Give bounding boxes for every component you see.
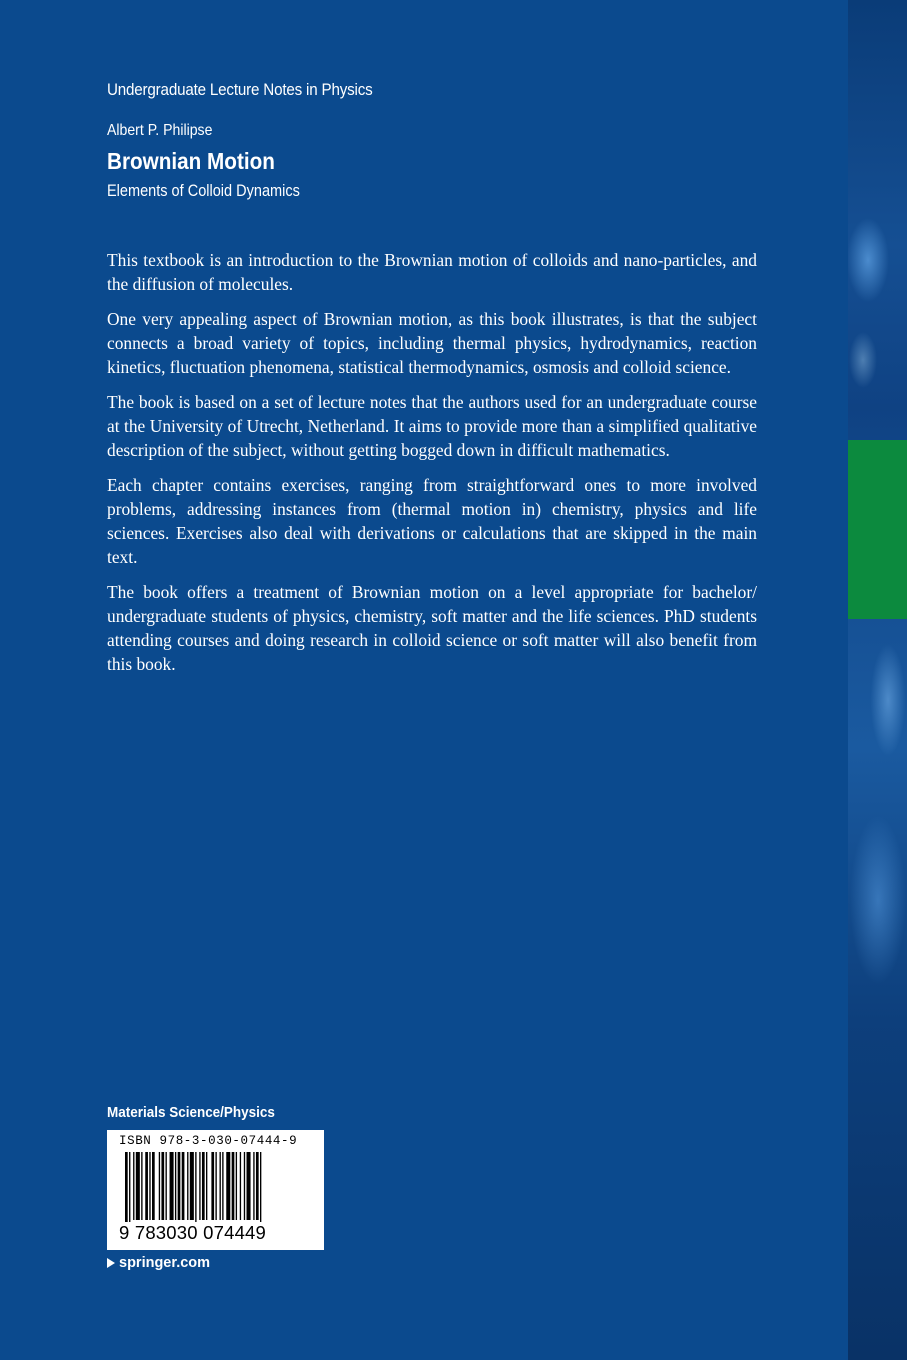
barcode-bar <box>247 1152 251 1220</box>
barcode-bars <box>125 1152 311 1228</box>
barcode-bar <box>145 1152 148 1220</box>
subject-category: Materials Science/Physics <box>107 1105 275 1121</box>
barcode-bar <box>236 1152 237 1220</box>
barcode-bar <box>152 1152 155 1220</box>
barcode-bar <box>206 1152 207 1220</box>
barcode-bar <box>195 1152 196 1228</box>
barcode-bar <box>161 1152 164 1220</box>
author-name: Albert P. Philipse <box>107 122 213 139</box>
barcode-bar <box>232 1152 235 1220</box>
blurb-paragraph: The book offers a treatment of Brownian motion on a level appropriate for bachelor/ undergraduate students of physics, chemistry, soft matter and the life sciences. PhD students attending courses and doing research in colloid science or soft matter will also benefit from this book. <box>107 582 757 674</box>
barcode-bar <box>141 1152 142 1220</box>
barcode-bar <box>220 1152 221 1220</box>
barcode-bar <box>133 1152 134 1220</box>
isbn-label: ISBN 978-3-030-07444-9 <box>119 1134 298 1148</box>
barcode-bar <box>149 1152 150 1220</box>
barcode-bar <box>175 1152 176 1220</box>
publisher-website[interactable] <box>107 1255 210 1271</box>
barcode-bar <box>182 1152 185 1220</box>
barcode-bar <box>215 1152 216 1220</box>
blurb-paragraph: This textbook is an introduction to the Brownian motion of colloids and nano-particles, and the diffusion of molecules. <box>107 250 757 294</box>
barcode-bar <box>240 1152 241 1220</box>
barcode-bar <box>199 1152 200 1220</box>
blurb-paragraph: One very appealing aspect of Brownian motion, as this book illustrates, is that the subject connects a broad variety of topics, including thermal physics, hydrodynamics, reaction kinetics, fluctuation phenomena, statistical thermodynamics, osmosis and colloid science. <box>107 309 757 377</box>
blurb-text <box>107 248 757 687</box>
book-title: Brownian Motion <box>107 148 275 174</box>
barcode-bar <box>159 1152 160 1220</box>
series-name: Undergraduate Lecture Notes in Physics <box>107 81 373 99</box>
barcode-bar <box>244 1152 245 1220</box>
barcode-bar <box>260 1152 261 1228</box>
barcode-bar <box>202 1152 205 1220</box>
barcode-bar <box>136 1152 140 1220</box>
barcode-bar <box>129 1152 130 1228</box>
cover-art-strip <box>848 0 907 1360</box>
barcode-bar <box>125 1152 128 1228</box>
barcode-bar <box>166 1152 167 1220</box>
isbn-digits: 9 783030 074449 <box>119 1222 267 1243</box>
barcode-bar <box>222 1152 223 1220</box>
blurb-paragraph: The book is based on a set of lecture notes that the authors used for an undergraduate course at the University of Utrecht, Netherland. It aims to provide more than a simplified qualitative description of the subject, without getting bogged down in difficult mathematics. <box>107 392 757 460</box>
blurb-paragraph: Each chapter contains exercises, ranging from straightforward ones to more involved problems, addressing instances from (thermal motion in) chemistry, physics and life sciences. Exercises also deal with derivations or calculations that are skipped in the main text. <box>107 475 757 567</box>
barcode-bar <box>170 1152 174 1220</box>
barcode-bar <box>187 1152 188 1220</box>
barcode-bar <box>253 1152 254 1220</box>
spine-accent-band <box>848 440 907 619</box>
barcode-bar <box>256 1152 259 1220</box>
publisher-website-label[interactable]: springer.com <box>119 1255 211 1271</box>
arrow-right-icon <box>107 1258 115 1268</box>
barcode-bar <box>211 1152 214 1220</box>
barcode-bar <box>190 1152 194 1220</box>
barcode-bar <box>178 1152 181 1220</box>
book-subtitle: Elements of Colloid Dynamics <box>107 182 300 200</box>
barcode-bar <box>226 1152 230 1220</box>
isbn-barcode <box>107 1130 324 1250</box>
